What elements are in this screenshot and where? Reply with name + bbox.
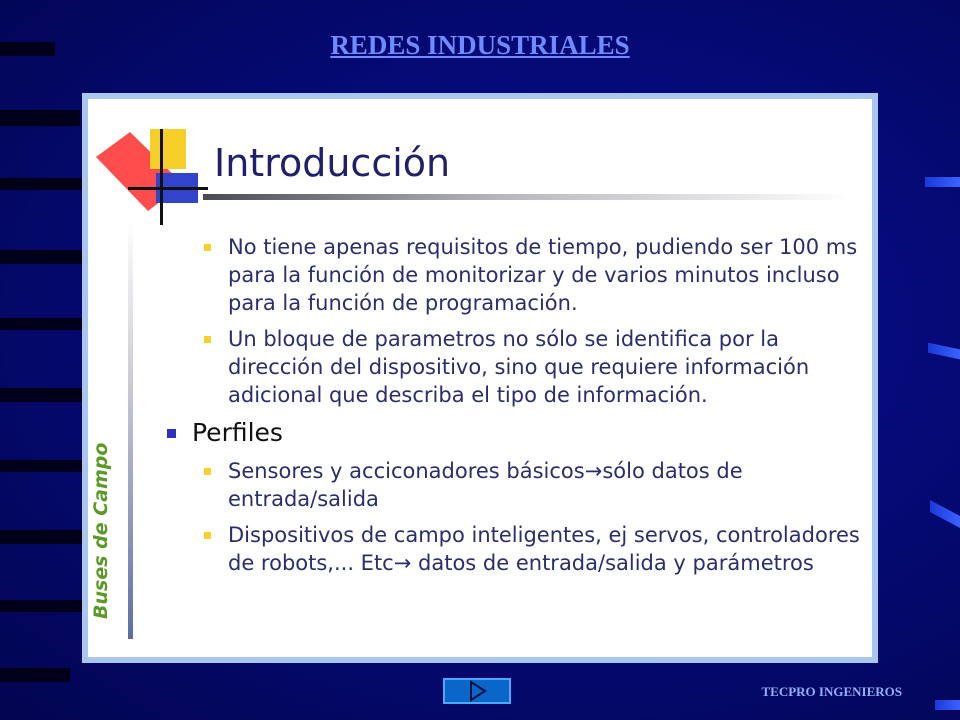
list-item-text: Perfiles	[192, 418, 283, 447]
side-divider	[128, 219, 133, 639]
bullet-icon	[204, 468, 211, 475]
decor-stripe	[0, 530, 82, 544]
bullet-icon	[204, 336, 211, 343]
next-slide-button[interactable]	[443, 678, 511, 704]
decor-accent	[935, 700, 960, 710]
decor-accent	[925, 177, 960, 187]
bullet-list	[154, 233, 872, 585]
decor-stripe	[0, 178, 82, 190]
arrow-right-icon: →	[584, 459, 603, 483]
list-item-text: Dispositivos de campo inteligentes, ej servos, controladores de robots,... Etc	[228, 523, 860, 575]
heading-divider	[203, 194, 853, 200]
decor-stripe	[0, 668, 70, 682]
footer-company: TECPRO INGENIEROS	[761, 684, 902, 699]
list-item	[154, 457, 872, 513]
list-item	[154, 233, 872, 317]
slide-frame	[82, 93, 878, 663]
list-item-text: Un bloque de parametros no sólo se identifica por la dirección del dispositivo, sino que requiere información adicional que describa el tipo de información.	[228, 327, 810, 407]
list-item-text: sólo datos de entrada/salida	[228, 459, 743, 511]
slide-content	[88, 99, 872, 657]
side-label: Buses de Campo	[90, 442, 112, 619]
list-item-text: datos de entrada/salida y parámetros	[411, 551, 814, 575]
decor-stripe	[0, 250, 82, 264]
decor-accent	[928, 343, 960, 360]
decor-stripe	[0, 388, 82, 402]
list-item	[154, 417, 872, 449]
bullet-icon	[204, 532, 211, 539]
play-next-icon	[445, 680, 509, 702]
page-title-link[interactable]: REDES INDUSTRIALES	[330, 30, 630, 60]
list-item	[154, 325, 872, 409]
slide-heading: Introducción	[214, 141, 451, 185]
list-item	[154, 521, 872, 577]
list-item-text: No tiene apenas requisitos de tiempo, pudiendo ser 100 ms para la función de monitorizar y de varios minutos incluso para la función de programación.	[228, 235, 858, 315]
decor-accent	[930, 500, 960, 528]
slide-logo-icon	[88, 129, 208, 229]
decor-stripe	[0, 600, 82, 612]
list-item-text: Sensores y acciconadores básicos	[228, 459, 585, 483]
decor-stripe	[0, 318, 82, 330]
decor-stripe	[0, 460, 82, 472]
bullet-icon	[204, 244, 211, 251]
arrow-right-icon: →	[393, 551, 412, 575]
decor-stripe	[0, 110, 80, 126]
bullet-icon	[167, 429, 176, 438]
